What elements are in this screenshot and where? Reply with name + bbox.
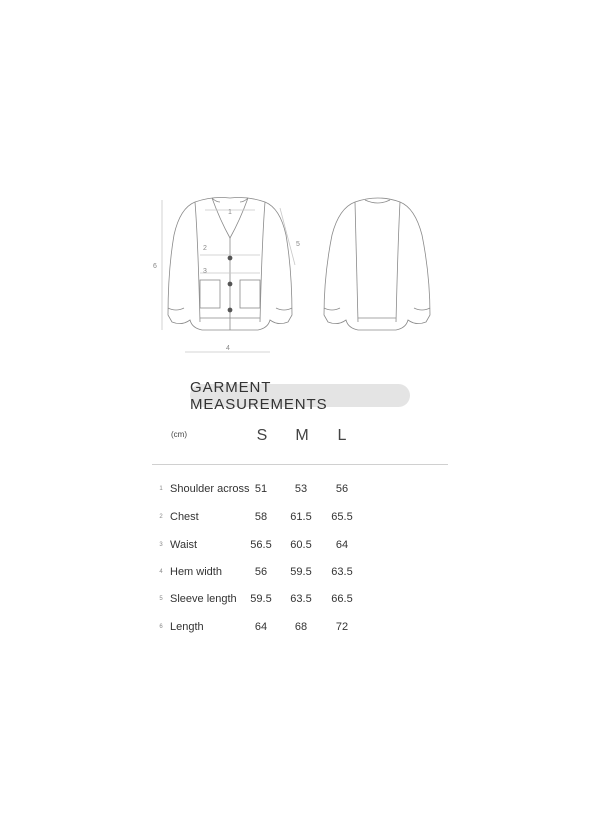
measure-label-3: 3	[203, 268, 207, 275]
table-row	[0, 620, 600, 636]
row-number: 6	[159, 624, 163, 630]
measure-label-4: 4	[226, 345, 230, 352]
size-header-s: S	[256, 427, 268, 444]
value-m: 68	[294, 621, 308, 633]
value-s: 56	[254, 566, 268, 578]
table-row	[0, 565, 600, 581]
value-m: 61.5	[290, 511, 312, 523]
header-divider	[152, 464, 448, 465]
value-l: 66.5	[331, 593, 353, 605]
row-number: 5	[159, 596, 163, 602]
table-row	[0, 592, 600, 608]
row-number: 1	[159, 486, 163, 492]
jacket-back-drawing	[324, 198, 430, 330]
row-number: 3	[159, 542, 163, 548]
measurement-name: Shoulder across	[170, 483, 250, 495]
size-header-l: L	[337, 427, 347, 444]
garment-sketch	[140, 180, 460, 360]
measurement-name: Hem width	[170, 566, 222, 578]
measure-label-6: 6	[153, 263, 157, 270]
measurement-name: Waist	[170, 539, 198, 551]
measure-label-5: 5	[296, 241, 300, 248]
value-s: 64	[254, 621, 268, 633]
size-header-m: M	[295, 427, 309, 444]
value-l: 72	[335, 621, 349, 633]
unit-label: (cm)	[171, 430, 187, 439]
value-l: 63.5	[331, 566, 353, 578]
measurement-name: Length	[170, 621, 204, 633]
measurement-name: Sleeve length	[170, 593, 237, 605]
measure-label-2: 2	[203, 245, 207, 252]
value-s: 58	[254, 511, 268, 523]
value-s: 59.5	[250, 593, 272, 605]
value-m: 63.5	[290, 593, 312, 605]
value-l: 64	[335, 539, 349, 551]
row-number: 4	[159, 569, 163, 575]
table-row	[0, 538, 600, 554]
value-l: 56	[335, 483, 349, 495]
value-s: 56.5	[250, 539, 272, 551]
row-number: 2	[159, 514, 163, 520]
jacket-flat-drawing	[140, 180, 460, 360]
value-m: 60.5	[290, 539, 312, 551]
value-s: 51	[254, 483, 268, 495]
value-m: 59.5	[290, 566, 312, 578]
table-row	[0, 482, 600, 498]
measure-label-1: 1	[228, 209, 232, 216]
jacket-front-drawing	[162, 198, 295, 353]
section-title: GARMENT MEASUREMENTS	[190, 384, 410, 407]
value-l: 65.5	[331, 511, 353, 523]
table-row	[0, 510, 600, 526]
value-m: 53	[294, 483, 308, 495]
measurement-name: Chest	[170, 511, 199, 523]
